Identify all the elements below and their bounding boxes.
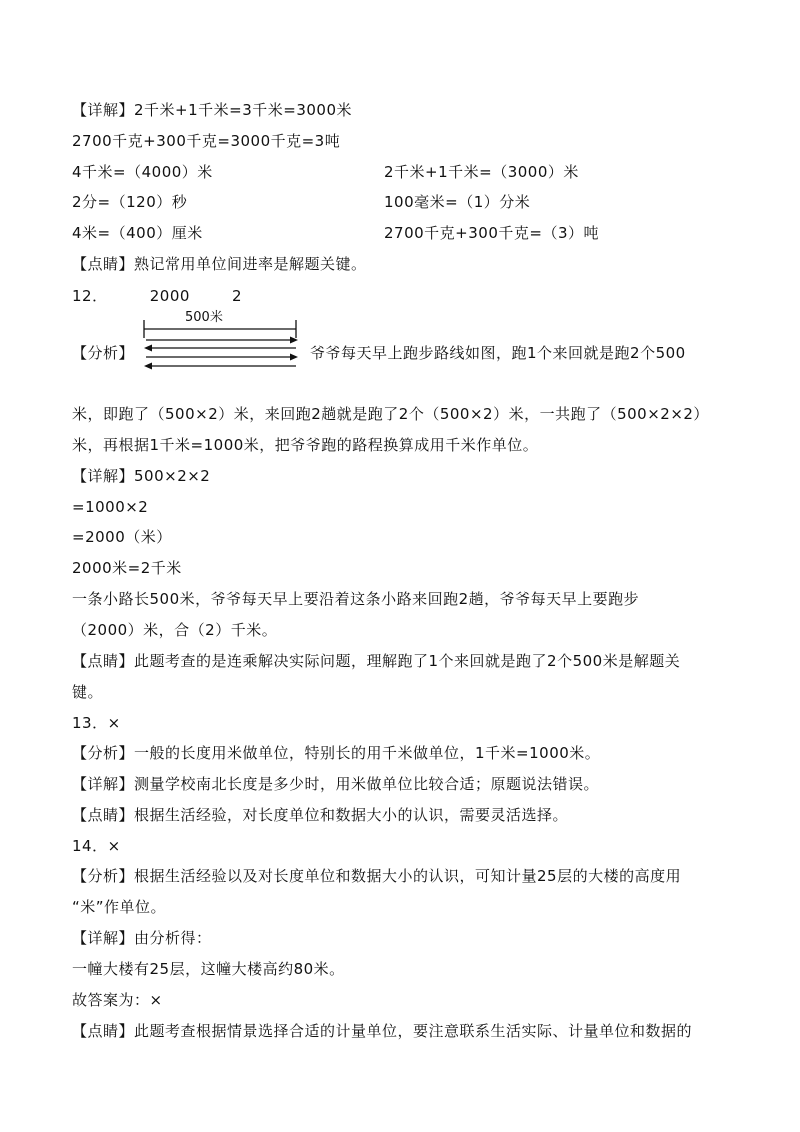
analysis-tag: 【分析】 — [72, 344, 135, 362]
answer-right: 2千米+1千米=（3000）米 — [384, 163, 579, 181]
solution-line: 故答案为：× — [72, 991, 163, 1009]
solution-line: 一条小路长500米，爷爷每天早上要沿着这条小路来回跑2趟，爷爷每天早上要跑步 — [72, 590, 640, 608]
tip-line: 【点睛】此题考查根据情景选择合适的计量单位，要注意联系生活实际、计量单位和数据的 — [72, 1022, 693, 1040]
question-14-heading: 14．× — [72, 837, 121, 855]
tip-line: 【点睛】根据生活经验，对长度单位和数据大小的认识，需要灵活选择。 — [72, 806, 569, 824]
tip-line: 键。 — [72, 683, 104, 701]
question-13-heading: 13．× — [72, 714, 121, 732]
analysis-line: 米，即跑了（500×2）米，来回跑2趟就是跑了2个（500×2）米，一共跑了（500×2×2） — [72, 405, 709, 423]
analysis-line: “米”作单位。 — [72, 898, 167, 916]
solution-line: 【详解】由分析得： — [72, 929, 212, 947]
answer-pair-row — [72, 223, 599, 243]
answer-right: 100毫米=（1）分米 — [384, 193, 531, 211]
solution-line: =2000（米） — [72, 528, 172, 546]
solution-line: 一幢大楼有25层，这幢大楼高约80米。 — [72, 960, 345, 978]
answer-pair-row — [72, 192, 531, 212]
answer-left: 2分=（120）秒 — [72, 193, 188, 211]
question-12-heading: 12． 2000 2 — [72, 287, 243, 305]
solution-line: 2000米=2千米 — [72, 559, 182, 577]
analysis-text: 爷爷每天早上跑步路线如图，跑1个来回就是跑2个500 — [310, 344, 686, 362]
solution-line: 【详解】2千米+1千米=3千米=3000米 — [72, 101, 353, 119]
analysis-line — [72, 343, 686, 363]
solution-line: 2700千克+300千克=3000千克=3吨 — [72, 132, 341, 150]
tip-line: 【点睛】此题考查的是连乘解决实际问题，理解跑了1个来回就是跑了2个500米是解题关 — [72, 652, 681, 670]
answer-pair-row — [72, 162, 579, 182]
diagram-length-label: 500米 — [185, 310, 223, 325]
answer-left: 4千米=（4000）米 — [72, 163, 213, 181]
solution-line: 【详解】500×2×2 — [72, 467, 211, 485]
answer-right: 2700千克+300千克=（3）吨 — [384, 224, 599, 242]
analysis-line: 【分析】一般的长度用米做单位，特别长的用千米做单位，1千米=1000米。 — [72, 744, 601, 762]
analysis-line: 米，再根据1千米=1000米，把爷爷跑的路程换算成用千米作单位。 — [72, 436, 539, 454]
answer-left: 4米=（400）厘米 — [72, 224, 203, 242]
tip-line: 【点睛】熟记常用单位间进率是解题关键。 — [72, 255, 367, 273]
solution-line: （2000）米，合（2）千米。 — [72, 621, 278, 639]
route-arrows — [140, 312, 310, 382]
solution-line: =1000×2 — [72, 498, 149, 516]
route-diagram — [140, 312, 310, 386]
solution-line: 【详解】测量学校南北长度是多少时，用米做单位比较合适；原题说法错误。 — [72, 775, 600, 793]
analysis-line: 【分析】根据生活经验以及对长度单位和数据大小的认识，可知计量25层的大楼的高度用 — [72, 867, 682, 885]
